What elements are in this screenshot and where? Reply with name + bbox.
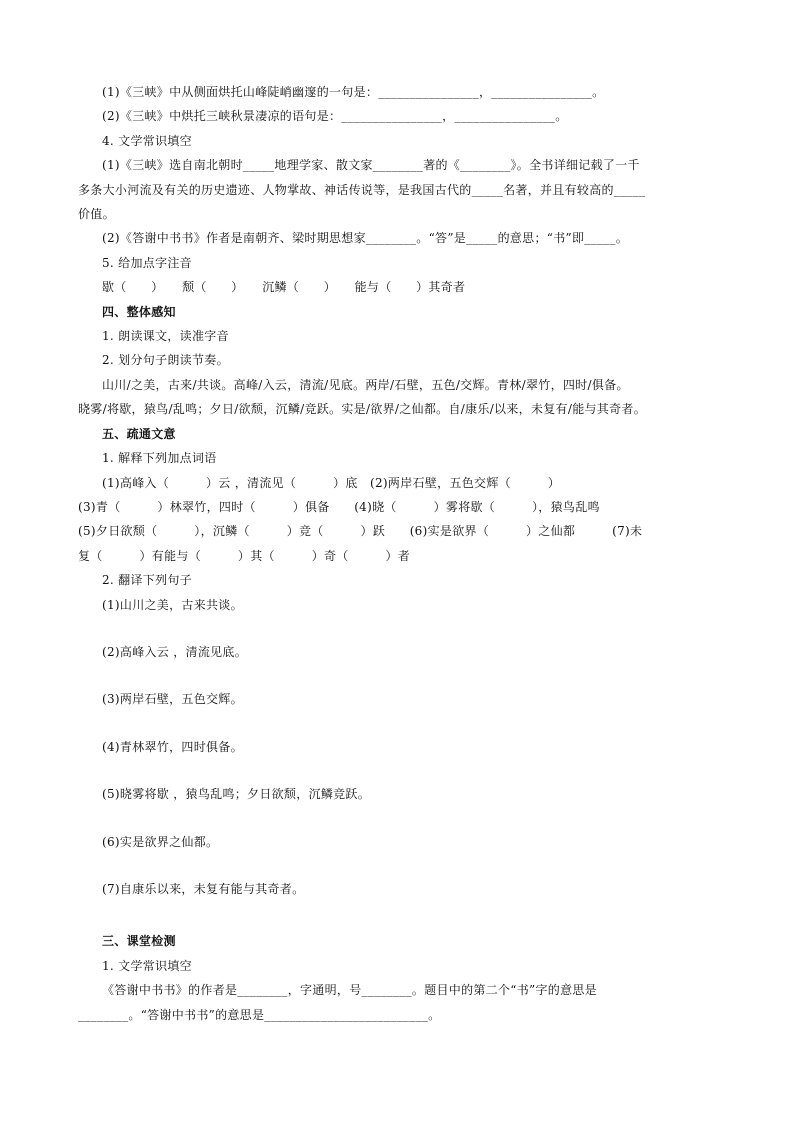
text-line: 2. 划分句子朗读节奏。: [102, 353, 229, 368]
text-line: (3)青（ ）林翠竹，四时（ ）俱备 (4)晓（ ）雾将歇（ ），猿鸟乱鸣: [78, 499, 600, 514]
answer-space: [78, 617, 720, 640]
answer-space: [78, 807, 720, 830]
text-line: 歇（ ） 颓（ ） 沉鳞（ ） 能与（ ）其奇者: [102, 280, 466, 295]
text-line: (7)自康乐以来，未复有能与其奇者。: [102, 881, 305, 896]
text-line: (6)实是欲界之仙都。: [102, 834, 219, 849]
section-heading: 三、课堂检测: [102, 934, 176, 949]
text-line: 1. 解释下列加点词语: [102, 451, 217, 466]
text-line: ________。“答谢中书书”的意思是__________________________。: [78, 1007, 441, 1022]
text-line: 1. 文学常识填空: [102, 958, 192, 973]
section-heading: 五、疏通文意: [102, 426, 176, 441]
text-line: (2)高峰入云 ，清流见底。: [102, 644, 248, 659]
answer-space: [78, 854, 720, 877]
text-line: (2)《三峡》中烘托三峡秋景凄凉的语句是：________________，________________。: [102, 109, 568, 124]
answer-space: [78, 759, 720, 782]
text-line: (1)《三峡》中从侧面烘托山峰陡峭幽邃的一句是：________________，________________。: [102, 85, 605, 99]
text-line: 山川/之美，古来/共谈。高峰/入云，清流/见底。两岸/石壁，五色/交辉。青林/翠竹，四时/俱备。: [102, 377, 629, 392]
text-line: 《答谢中书书》的作者是________，字通明，号________。题目中的第二个“书”字的意思是: [102, 983, 597, 998]
text-line: 多条大小河流及有关的历史遗迹、人物掌故、神话传说等，是我国古代的_____名著，并且有较高的_____: [78, 182, 646, 197]
text-line: (2)《答谢中书书》作者是南朝齐、梁时期思想家________。“答”是_____的意思；“书”即_____。: [102, 231, 629, 246]
text-line: (1)山川之美，古来共谈。: [102, 597, 243, 612]
text-line: (1)高峰入（ ）云 ，清流见（ ）底 (2)两岸石壁，五色交辉（ ）: [102, 475, 561, 490]
text-line: 5. 给加点字注音: [102, 255, 192, 270]
text-line: (1)《三峡》选自南北朝时_____地理学家、散文家________著的《________》。全书详细记载了一千: [102, 158, 640, 173]
text-line: 4. 文学常识填空: [102, 133, 192, 148]
worksheet-page: [78, 80, 720, 1027]
answer-space: [78, 664, 720, 687]
text-line: 价值。: [78, 207, 115, 222]
text-line: 复（ ）有能与（ ）其（ ）奇（ ）者: [78, 548, 411, 563]
section-spacer: [78, 901, 720, 929]
text-line: (3)两岸石壁，五色交辉。: [102, 692, 243, 707]
text-line: 晓雾/将歇，猿鸟/乱鸣；夕日/欲颓，沉鳞/竞跃。实是/欲界/之仙都。自/康乐/以来，未复有/能与其奇者。: [78, 402, 646, 417]
answer-space: [78, 712, 720, 735]
text-line: 1. 朗读课文，读准字音: [102, 329, 229, 344]
section-heading: 四、整体感知: [102, 304, 176, 319]
text-line: (4)青林翠竹，四时俱备。: [102, 739, 243, 754]
text-line: (5)晓雾将歇 ，猿鸟乱鸣；夕日欲颓，沉鳞竞跃。: [102, 787, 371, 802]
text-line: (5)夕日欲颓（ ），沉鳞（ ）竞（ ）跃 (6)实是欲界（ ）之仙都 (7)未: [78, 524, 643, 539]
text-line: 2. 翻译下列句子: [102, 573, 192, 588]
